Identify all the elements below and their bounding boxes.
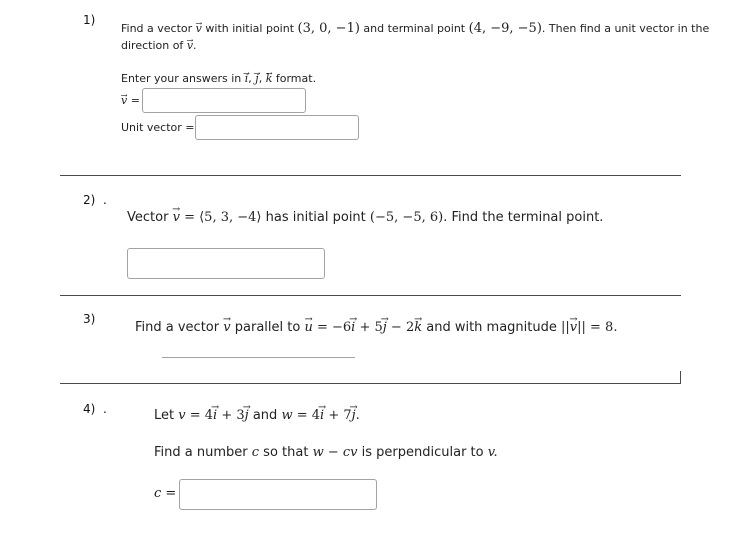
q4-w-minus-cv: w − cv [312, 445, 358, 460]
q4-v-expression: v = 4→ i + 3→ j [178, 408, 248, 423]
q4-c-label: c = [154, 486, 177, 501]
q1-instruction-pre: Enter your answers in [121, 72, 242, 85]
q1-text-find: Find a vector [121, 22, 193, 35]
q1-instruction [121, 70, 316, 87]
q4-text-so-that: so that [263, 445, 309, 460]
question-4-number: 4) . [83, 402, 107, 416]
q4-text-find: Find a number [154, 445, 248, 460]
vector-v-symbol: → v [196, 20, 202, 37]
q4-text-and: and [252, 408, 278, 423]
q3-text-parallel: parallel to [234, 320, 301, 335]
q4-c-answer-input[interactable] [179, 479, 377, 510]
q2-terminal-point-input[interactable] [127, 248, 325, 279]
q3-text-magnitude: and with magnitude [426, 320, 557, 335]
question-2-prompt [127, 210, 603, 225]
q3-magnitude-expression: ||→ v|| = 8. [561, 320, 617, 335]
question-3-number: 3) [83, 312, 96, 326]
q1-unit-vector-label: Unit vector = [121, 121, 195, 134]
q1-text-then: . Then find a unit vector in the [541, 22, 710, 35]
q4-w-expression: w = 4→ i + 7→ j. [281, 408, 359, 423]
q2-text-has-initial: has initial point [265, 210, 366, 225]
q1-instruction-vectors: → i, → j, → k [245, 72, 276, 85]
q1-initial-point: (3, 0, −1) [297, 21, 360, 36]
q1-text-direction: direction of [121, 39, 184, 52]
question-4-line-2 [154, 445, 498, 460]
q2-text-vector: Vector [127, 210, 169, 225]
question-3-prompt [135, 320, 617, 335]
divider-3 [60, 383, 681, 384]
q3-text-find: Find a vector [135, 320, 220, 335]
q3-u-expression: → u = −6→ i + 5→ j − 2→ k [304, 320, 422, 335]
q2-initial-point: (−5, −5, 6) [369, 210, 444, 225]
q1-text-and-terminal: and terminal point [363, 22, 466, 35]
question-4-line-1 [154, 408, 360, 423]
divider-1 [60, 175, 681, 176]
q3-answer-blank[interactable] [162, 357, 355, 358]
q4-text-perp: is perpendicular to [361, 445, 484, 460]
q2-vector-equation: → v = ⟨5, 3, −4⟩ [173, 210, 262, 225]
question-2-number: 2) . [83, 193, 107, 207]
q4-text-let: Let [154, 408, 175, 423]
divider-2 [60, 295, 681, 296]
q4-v-end: v. [487, 445, 498, 460]
q2-text-find: . Find the terminal point. [443, 210, 604, 225]
vector-v-symbol: → v [187, 37, 193, 54]
q1-v-label: → v = [121, 92, 140, 109]
divider-3-tick [680, 371, 681, 383]
q1-text-with-initial: with initial point [205, 22, 295, 35]
q1-v-answer-input[interactable] [142, 88, 306, 113]
question-1-prompt: Find a vector → v with initial point (3, 0, −1) and terminal point (4, −9, −5). Then find a unit vector in the direction of → v. [121, 20, 711, 54]
q1-terminal-point: (4, −9, −5) [468, 21, 542, 36]
q1-instruction-post: format. [275, 72, 317, 85]
vector-v-symbol: → v [223, 320, 230, 335]
q1-unit-vector-input[interactable] [195, 115, 359, 140]
q4-c-symbol: c [251, 445, 260, 460]
question-1-number: 1) [83, 13, 96, 27]
